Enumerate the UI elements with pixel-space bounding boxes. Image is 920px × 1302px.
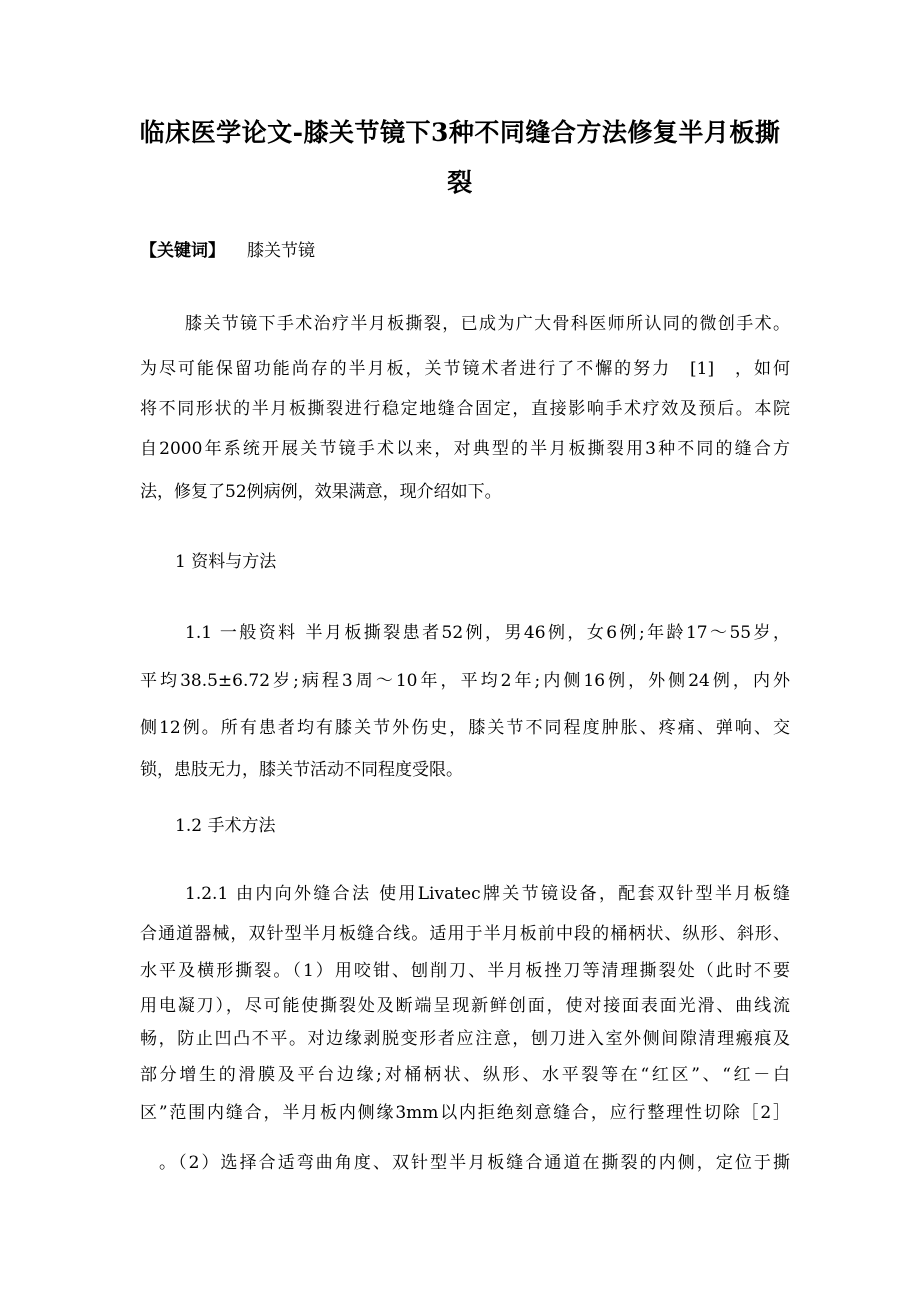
text-line: 法，修复了52例病例，效果满意，现介绍如下。 — [140, 482, 502, 502]
subsection-heading: 1.2 手术方法 — [175, 816, 276, 836]
section-heading: 1 资料与方法 — [175, 552, 277, 572]
text-line: 1.1 一般资料 半月板撕裂患者52例，男46例，女6例;年龄17～55岁， — [185, 623, 790, 643]
text-line: 膝关节镜下手术治疗半月板撕裂，已成为广大骨科医师所认同的微创手术。 — [185, 314, 790, 334]
text-line: 将不同形状的半月板撕裂进行稳定地缝合固定，直接影响手术疗效及预后。本院 — [140, 399, 790, 419]
text-line: 为尽可能保留功能尚存的半月板，关节镜术者进行了不懈的努力 [1] ，如何 — [140, 359, 790, 379]
text-line: 部分增生的滑膜及平台边缘;对桶柄状、纵形、水平裂等在“红区”、“红－白 — [140, 1065, 790, 1085]
document-title-line-1: 临床医学论文-膝关节镜下3种不同缝合方法修复半月板撕 — [139, 118, 781, 147]
text-line: 用电凝刀），尽可能使撕裂处及断端呈现新鲜创面，使对接面表面光滑、曲线流 — [140, 996, 790, 1016]
keywords-value: 膝关节镜 — [247, 241, 315, 261]
text-line: 合通道器械，双针型半月板缝合线。适用于半月板前中段的桶柄状、纵形、斜形、 — [140, 924, 790, 944]
text-line: 锁，患肢无力，膝关节活动不同程度受限。 — [140, 760, 463, 780]
keywords-label: 【关键词】 — [140, 241, 225, 261]
text-line: 区”范围内缝合，半月板内侧缘3mm以内拒绝刻意缝合，应行整理性切除［2］ — [140, 1103, 790, 1123]
text-line: 自2000年系统开展关节镜手术以来，对典型的半月板撕裂用3种不同的缝合方 — [140, 439, 790, 459]
document-title-line-2: 裂 — [447, 168, 473, 197]
text-line: 畅，防止凹凸不平。对边缘剥脱变形者应注意，刨刀进入室外侧间隙清理瘢痕及 — [140, 1029, 790, 1049]
text-line: 。（2）选择合适弯曲角度、双针型半月板缝合通道在撕裂的内侧，定位于撕 — [140, 1153, 790, 1173]
keywords — [140, 240, 315, 264]
text-line: 侧12例。所有患者均有膝关节外伤史，膝关节不同程度肿胀、疼痛、弹响、交 — [140, 718, 790, 738]
text-line: 1.2.1 由内向外缝合法 使用Livatec牌关节镜设备，配套双针型半月板缝 — [185, 884, 790, 904]
text-line: 水平及横形撕裂。（1）用咬钳、刨削刀、半月板挫刀等清理撕裂处（此时不要 — [140, 961, 790, 981]
text-line: 平均38.5±6.72岁;病程3周～10年，平均2年;内侧16例，外侧24例，内外 — [140, 671, 790, 691]
